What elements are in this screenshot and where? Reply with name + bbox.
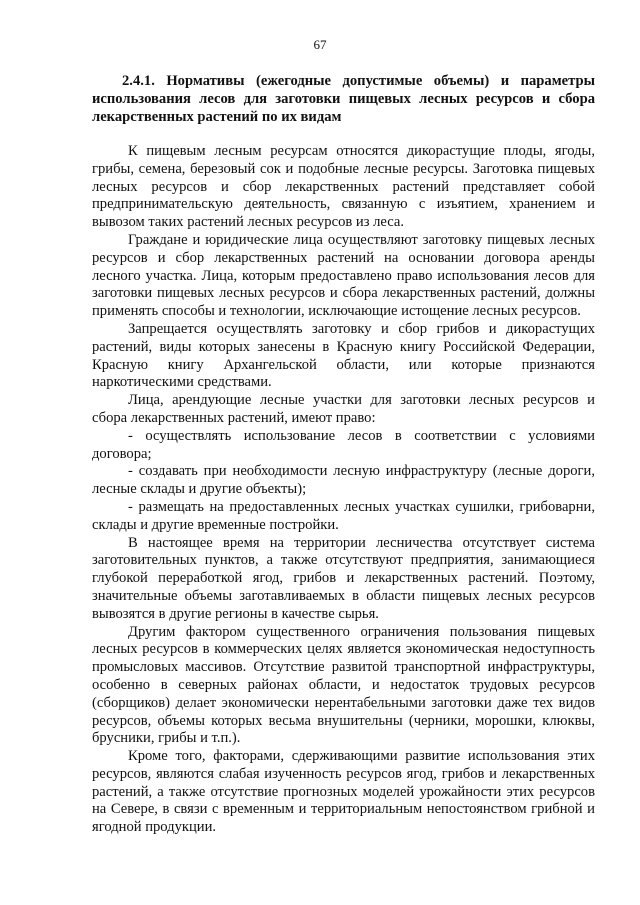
paragraph-prohibition: Запрещается осуществлять заготовку и сбор грибов и дикорастущих растений, виды которых занесены в Красную книгу Российской Федерации, Красную книгу Архангельской области, или которые признаются наркотическими средствами. — [92, 320, 595, 391]
list-item-temporary-buildings: - размещать на предоставленных лесных участках сушилки, грибоварни, склады и другие временные постройки. — [92, 498, 595, 533]
paragraph-other-factor: Другим фактором существенного ограничения пользования пищевых лесных ресурсов в коммерческих целях является экономическая недоступность промысловых массивов. Отсутствие развитой транспортной инфраструктуры, особенно в северных районах области, и недостаток трудовых ресурсов (сборщиков) делает экономически нерентабельными заготовки даже тех видов ресурсов, объемы которых весьма внушительны (черники, морошки, клюквы, брусники, грибы и т.п.). — [92, 623, 595, 747]
page-number: 67 — [313, 37, 327, 52]
paragraph-citizens-legal-entities: Граждане и юридические лица осуществляют заготовку пищевых лесных ресурсов и сбор лекарственных растений на основании договора аренды лесного участка. Лица, которым предоставлено право использования лесов для заготовки пищевых лесных ресурсов и сбора лекарственных растений, должны применять способы и технологии, исключающие истощение лесных ресурсов. — [92, 231, 595, 320]
paragraph-food-resources: К пищевым лесным ресурсам относятся дикорастущие плоды, ягоды, грибы, семена, березовый сок и подобные лесные ресурсы. Заготовка пищевых лесных ресурсов и сбор лекарственных растений представляет собой предпринимательскую деятельность, связанную с изъятием, хранением и вывозом таких растений лесных ресурсов из леса. — [92, 143, 595, 231]
list-item-use-forests: - осуществлять использование лесов в соответствии с условиями договора; — [92, 427, 595, 462]
paragraph-current-situation: В настоящее время на территории лесничества отсутствует система заготовительных пунктов, а также отсутствуют предприятия, занимающиеся глубокой переработкой ягод, грибов и лекарственных растений. Поэтому, значительные объемы заготавливаемых в области пищевых лесных ресурсов вывозятся в другие регионы в качестве сырья. — [92, 534, 595, 622]
paragraph-rights-intro: Лица, арендующие лесные участки для заготовки лесных ресурсов и сбора лекарственных растений, имеют право: — [92, 392, 595, 426]
section-heading: 2.4.1. Нормативы (ежегодные допустимые объемы) и параметры использования лесов для заготовки пищевых лесных ресурсов и сбора лекарственных растений по их видам — [92, 73, 595, 125]
list-item-infrastructure: - создавать при необходимости лесную инфраструктуру (лесные дороги, лесные склады и другие объекты); — [92, 463, 595, 498]
body-text — [92, 143, 595, 837]
paragraph-additional-factors: Кроме того, факторами, сдерживающими развитие использования этих ресурсов, являются слабая изученность ресурсов ягод, грибов и лекарственных растений, а также отсутствие прогнозных моделей урожайности этих ресурсов на Севере, в связи с временным и территориальным непостоянством грибной и ягодной продукции. — [92, 748, 595, 836]
